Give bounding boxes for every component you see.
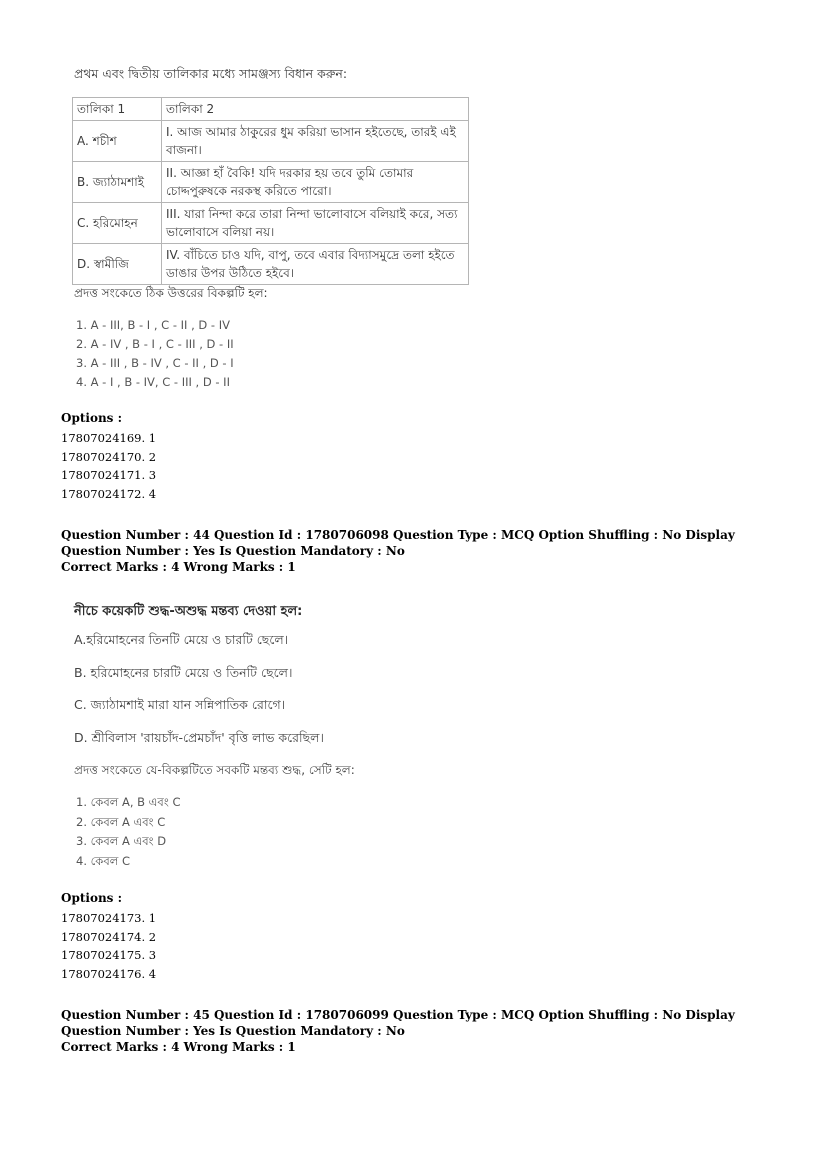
q43-choice-list — [76, 316, 234, 392]
table-cell-left: B. জ্যাঠামশাই — [73, 162, 162, 203]
q44-prompt: প্রদত্ত সংকেতে যে-বিকল্পটিতে সবকটি মন্তব্য শুদ্ধ, সেটি হল: — [74, 763, 355, 777]
table-row — [73, 162, 469, 203]
option-item: 17807024176. 4 — [61, 966, 157, 981]
q45-marks: Correct Marks : 4 Wrong Marks : 1 — [61, 1040, 296, 1054]
option-item: 17807024170. 2 — [61, 449, 157, 464]
q44-meta: Question Number : 44 Question Id : 1780706098 Question Type : MCQ Option Shuffling : No Display Question Number : Yes Is Question Mandatory : No — [61, 528, 735, 558]
q43-prompt: প্রদত্ত সংকেতে ঠিক উত্তরের বিকল্পটি হল: — [74, 286, 268, 300]
table-row — [73, 121, 469, 162]
q44-statement-list — [74, 632, 324, 762]
choice-item: 3. কেবল A এবং D — [76, 834, 167, 848]
option-item: 17807024169. 1 — [61, 431, 157, 445]
choice-item: 2. A - IV , B - I , C - III , D - II — [76, 337, 234, 351]
choice-item: 2. কেবল A এবং C — [76, 814, 166, 829]
table-cell-right: IV. বাঁচিতে চাও যদি, বাপু, তবে এবার বিদ্যাসমুদ্রে তলা হইতে ডাঙার উপর উঠিতে হইবে। — [162, 244, 469, 285]
options-label: Options : — [61, 411, 123, 425]
table-header-row — [73, 98, 469, 121]
q44-choice-list — [76, 793, 180, 871]
table-row — [73, 203, 469, 244]
option-item: 17807024173. 1 — [61, 911, 157, 925]
option-item: 17807024175. 3 — [61, 948, 157, 962]
table-header: তালিকা 1 — [73, 98, 162, 121]
choice-item: 1. A - III, B - I , C - II , D - IV — [76, 318, 230, 332]
statement-item: C. জ্যাঠামশাই মারা যান সন্নিপাতিক রোগে। — [74, 697, 286, 712]
option-item: 17807024172. 4 — [61, 486, 157, 501]
statement-item: A.হরিমোহনের তিনটি মেয়ে ও চারটি ছেলে। — [74, 632, 289, 647]
table-cell-left: C. হরিমোহন — [73, 203, 162, 244]
choice-item: 1. কেবল A, B এবং C — [76, 795, 181, 809]
q44-intro: নীচে কয়েকটি শুদ্ধ-অশুদ্ধ মন্তব্য দেওয়া হল: — [74, 604, 303, 619]
table-cell-left: D. স্বামীজি — [73, 244, 162, 285]
q43-intro: প্রথম এবং দ্বিতীয় তালিকার মধ্যে সামঞ্জস্য বিধান করুন: — [74, 66, 348, 81]
q44-option-list — [61, 909, 156, 983]
table-row — [73, 244, 469, 285]
q45-meta: Question Number : 45 Question Id : 1780706099 Question Type : MCQ Option Shuffling : No Display Question Number : Yes Is Question Mandatory : No — [61, 1008, 735, 1038]
choice-item: 4. কেবল C — [76, 853, 130, 868]
choice-item: 4. A - I , B - IV, C - III , D - II — [76, 375, 230, 389]
table-cell-right: I. আজ আমার ঠাকুরের ধুম করিয়া ভাসান হইতেছে, তারই এই বাজনা। — [162, 121, 469, 162]
table-cell-right: II. আজ্ঞা হাঁ বৈকি! যদি দরকার হয় তবে তুমি তোমার চোদ্দপুরুষকে নরকস্থ করিতে পারো। — [162, 162, 469, 203]
option-item: 17807024171. 3 — [61, 468, 157, 482]
statement-item: D. শ্রীবিলাস 'রায়চাঁদ-প্রেমচাঁদ' বৃত্তি লাভ করেছিল। — [74, 729, 324, 745]
match-table — [72, 97, 469, 285]
statement-item: B. হরিমোহনের চারটি মেয়ে ও তিনটি ছেলে। — [74, 664, 293, 680]
choice-item: 3. A - III , B - IV , C - II , D - I — [76, 356, 234, 370]
q44-marks: Correct Marks : 4 Wrong Marks : 1 — [61, 560, 296, 574]
options-label: Options : — [61, 891, 123, 905]
q43-option-list — [61, 429, 156, 503]
table-cell-left: A. শচীশ — [73, 121, 162, 162]
table-header: তালিকা 2 — [162, 98, 469, 121]
table-cell-right: III. যারা নিন্দা করে তারা নিন্দা ভালোবাসে বলিয়াই করে, সত্য ভালোবাসে বলিয়া নয়। — [162, 203, 469, 244]
option-item: 17807024174. 2 — [61, 929, 157, 944]
